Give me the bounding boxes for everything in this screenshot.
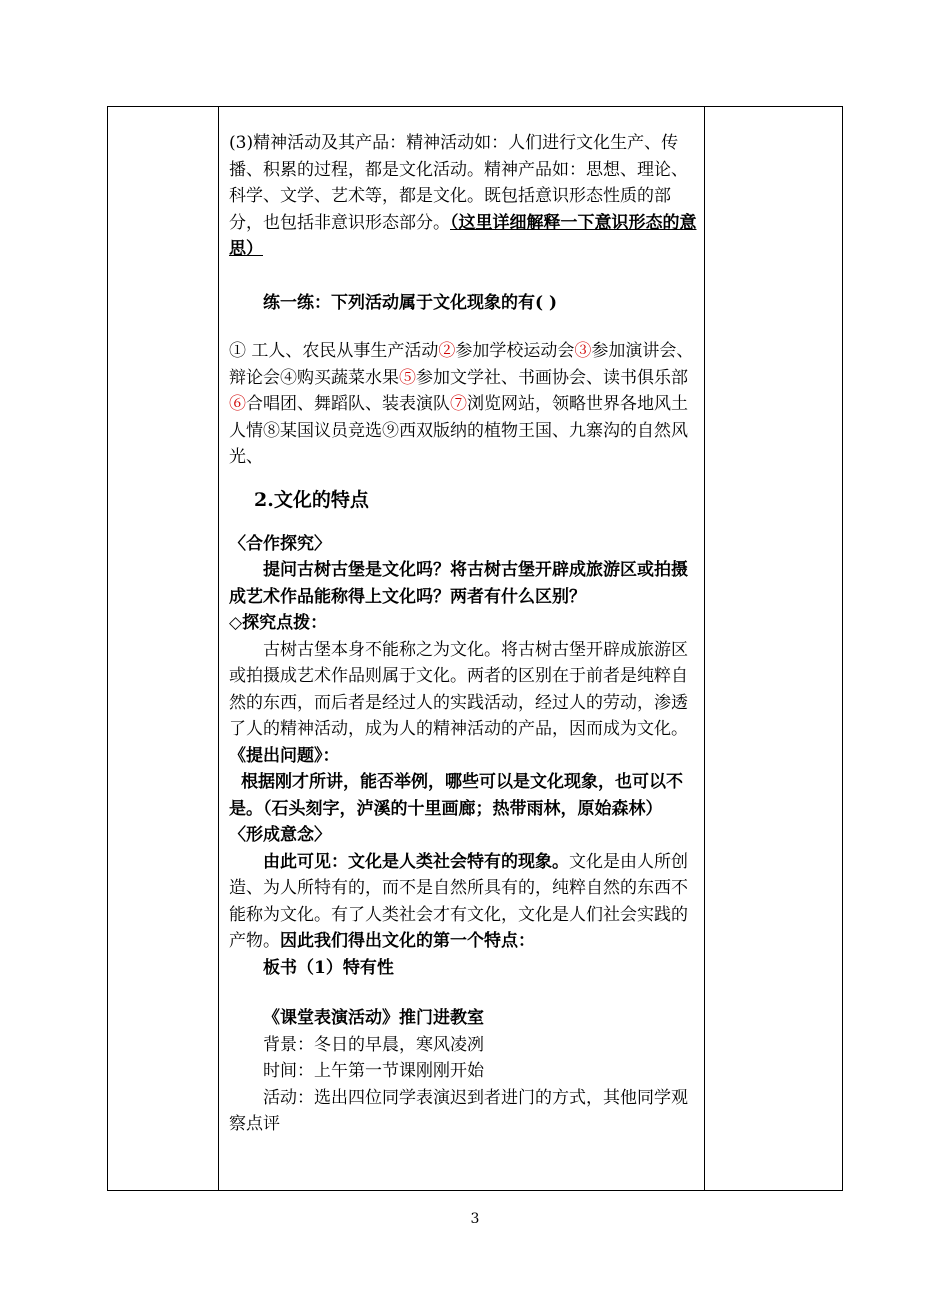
board-text: 板书（1）特有性 [263,957,394,978]
page-number: 3 [470,1211,480,1227]
table-column-divider [218,107,219,1190]
question-text: 根据刚才所讲，能否举例，哪些可以是文化现象，也可以不是。（石头刻字，泸溪的十里画廊；热带雨林，原始森林） [229,772,683,819]
activity-background: 背景：冬日的早晨，寒风凌冽 [263,1034,484,1055]
activity-time: 时间：上午第一节课刚刚开始 [263,1061,484,1081]
explore-text: 古树古堡本身不能称之为文化。将古树古堡开辟成旅游区或拍摄成艺术作品则属于文化。两者的区别在于前者是纯粹自然的东西，而后者是经过人的实践活动，经过人的劳动，渗透了人的精神活动，成为人的精神活动的产品，因而成为文化。 [229,639,688,739]
concept-label: 〈形成意念〉 [229,825,331,845]
coop-label: 〈合作探究〉 [229,533,331,554]
table-column-divider [704,107,705,1190]
section-heading: 2.文化的特点 [254,488,369,511]
exercise-options: ① 工人、农民从事生产活动②参加学校运动会③参加演讲会、辩论会④购买蔬菜水果⑤参加文学社、书画协会、读书俱乐部⑥合唱团、舞蹈队、装表演队⑦浏览网站，领略世界各地风土人情⑧某国议员竞选⑨西双版纳的植物王国、九寨沟的自然风光、 [229,341,694,467]
concept-paragraph: 由此可见：文化是人类社会特有的现象。文化是由人所创造、为人所特有的，而不是自然所具有的，纯粹自然的东西不能称为文化。有了人类社会才有文化，文化是人们社会实践的产物。因此我们得出文化的第一个特点： [229,851,688,951]
explore-label: ◇探究点拨： [229,613,328,633]
activity-title: 《课堂表演活动》推门进教室 [263,1008,484,1028]
ideology-note: （这里详细解释一下意识形态的意思） [229,212,697,259]
lesson-content [229,130,699,1138]
exercise-title: 练一练：下列活动属于文化现象的有( ) [263,292,558,313]
activity-description: 活动：选出四位同学表演迟到者进门的方式，其他同学观察点评 [229,1087,688,1134]
spiritual-activity-paragraph: (3)精神活动及其产品：精神活动如：人们进行文化生产、传播、积累的过程，都是文化活动。精神产品如：思想、理论、科学、文学、艺术等，都是文化。既包括意识形态性质的部分，也包括非意识形态部分。（这里详细解释一下意识形态的意思） [229,133,697,259]
question-label: 《提出问题》： [229,745,340,766]
coop-question: 提问古树古堡是文化吗？将古树古堡开辟成旅游区或拍摄成艺术作品能称得上文化吗？两者有什么区别？ [229,560,688,607]
